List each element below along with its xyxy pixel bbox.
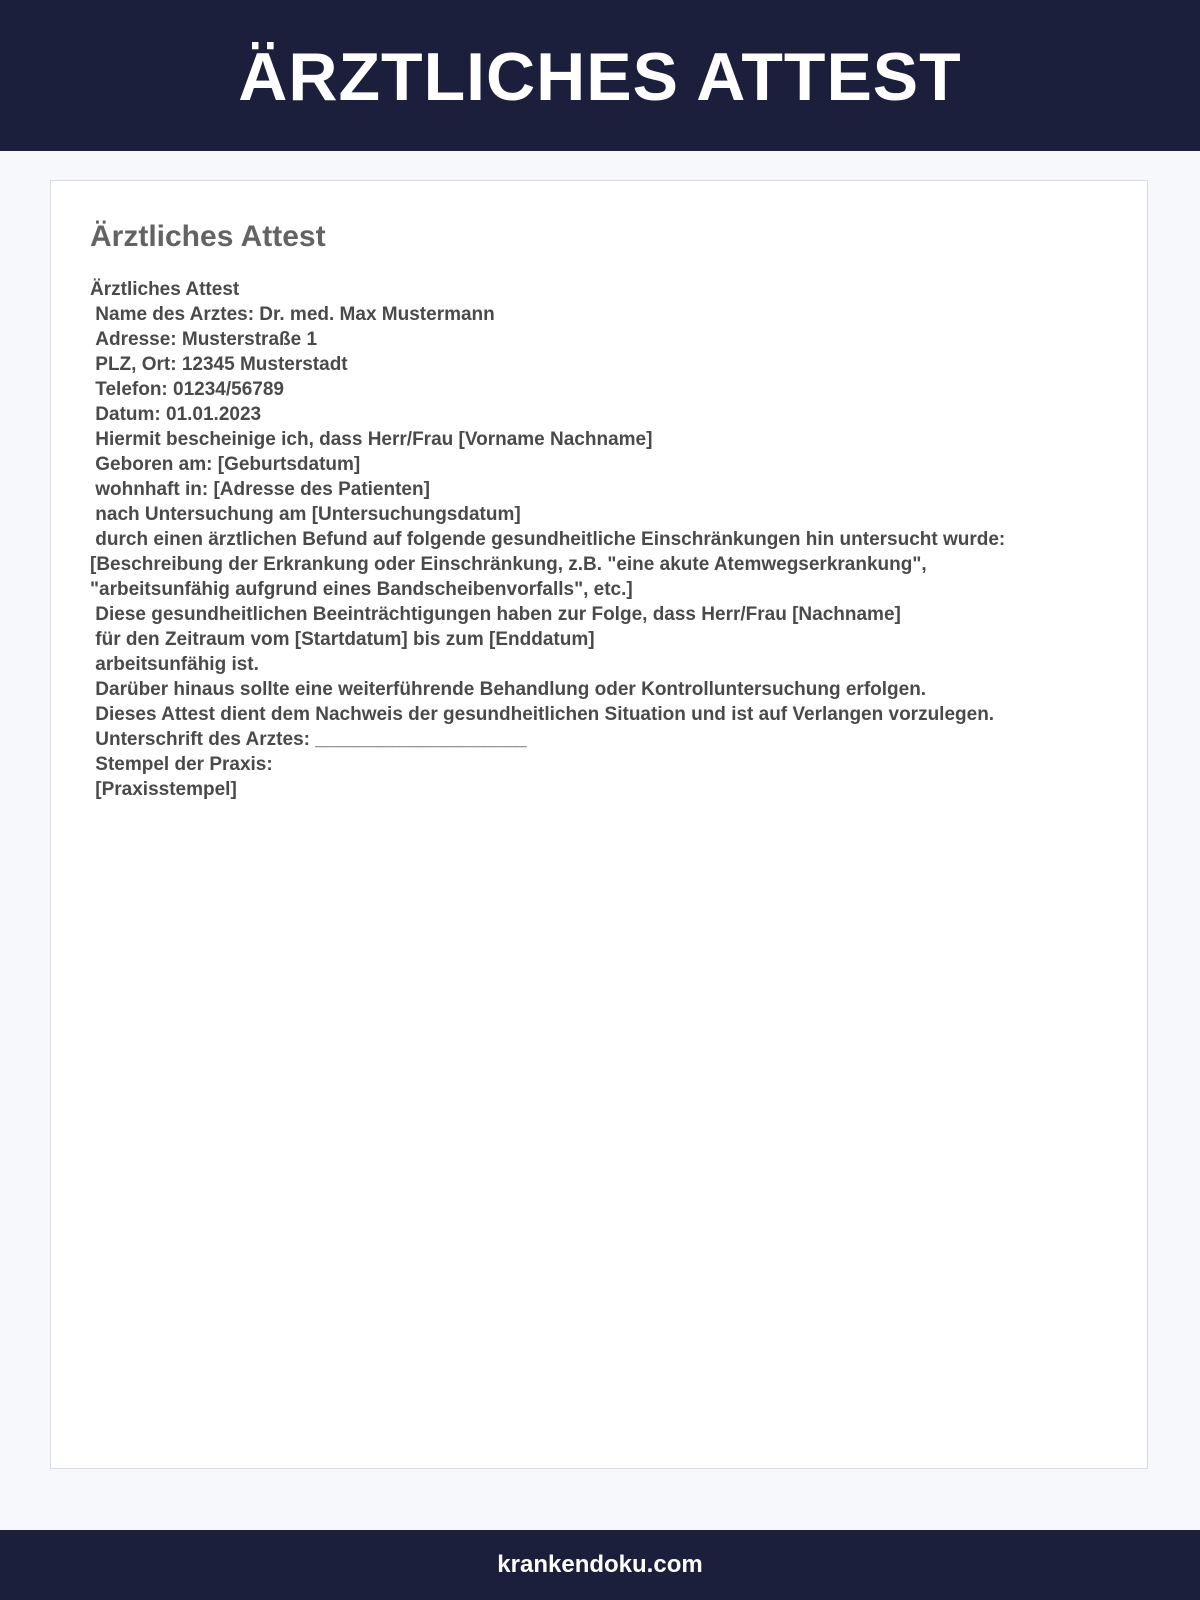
footer-site-name: krankendoku.com: [497, 1551, 703, 1578]
document-heading: Ärztliches Attest: [90, 220, 326, 253]
document-card: [50, 180, 1148, 1469]
page-footer: [0, 1530, 1200, 1600]
page-title: ÄRZTLICHES ATTEST: [238, 38, 962, 115]
page-header: [0, 0, 1200, 151]
document-body: Ärztliches Attest Name des Arztes: Dr. med. Max Mustermann Adresse: Musterstraße 1 PLZ, Ort: 12345 Musterstadt Telefon: 01234/56789 Datum: 01.01.2023 Hiermit bescheinige ich, dass Herr/Frau [Vorname Nachname] Geboren am: [Geburtsdatum] wohnhaft in: [Adresse des Patienten] nach Untersuchung am [Untersuchungsdatum] durch einen ärztlichen Befund auf folgende gesundheitliche Einschränkungen hin untersucht wurde: [Beschreibung der Erkrankung oder Einschränkung, z.B. "eine akute Atemwegserkrankung", "arbeitsunfähig aufgrund eines Bandscheibenvorfalls", etc.] Diese gesundheitlichen Beeinträchtigungen haben zur Folge, dass Herr/Frau [Nachname] für den Zeitraum vom [Startdatum] bis zum [Enddatum] arbeitsunfähig ist. Darüber hinaus sollte eine weiterführende Behandlung oder Kontrolluntersuchung erfolgen. Dieses Attest dient dem Nachweis der gesundheitlichen Situation und ist auf Verlangen vorzulegen. Unterschrift des Arztes: ____________________ Stempel der Praxis: [Praxisstempel]: [90, 279, 1006, 800]
